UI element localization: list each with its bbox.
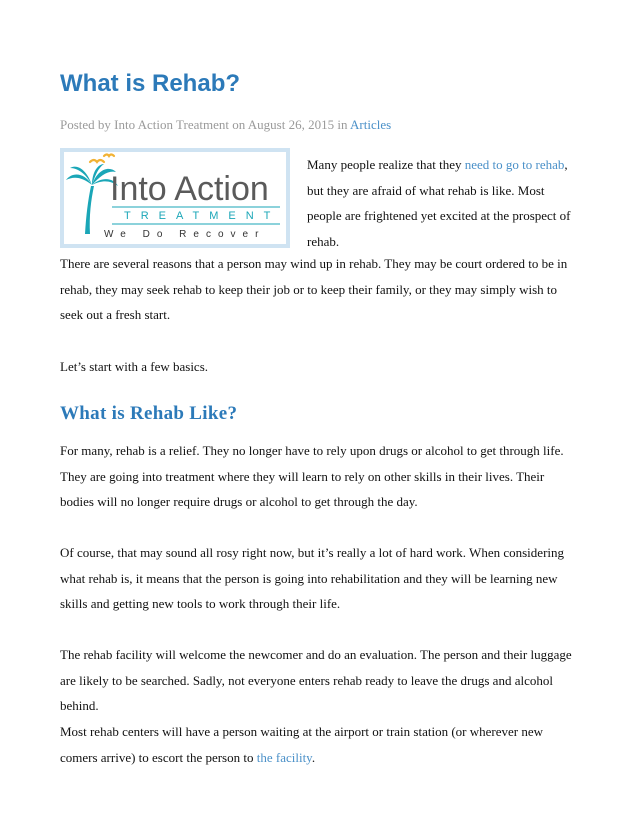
paragraph-relief: For many, rehab is a relief. They no longer have to rely upon drugs or alcohol to get through life. They are going into treatment where they will learn to rely on other skills in their lives. Their bodies will no longer require drugs or alcohol to get through the day.: [60, 443, 564, 509]
logo-line2: TREATMENT: [124, 210, 281, 222]
birds-icon: [90, 155, 114, 163]
page-title: What is Rehab?: [60, 70, 241, 97]
escort-text-start: Most rehab centers will have a person waiting at the airport or train station (or wherever new comers arrive) to escort the person to: [60, 724, 543, 765]
into-action-logo: [60, 148, 290, 248]
post-meta-text: Posted by Into Action Treatment on August 26, 2015 in: [60, 117, 350, 132]
logo-graphic: [64, 152, 286, 244]
paragraph-reasons: There are several reasons that a person may wind up in rehab. They may be court ordered to be in rehab, they may seek rehab to keep their job or to keep their family, or they may simply wish to seek out a fresh start.: [60, 256, 568, 322]
paragraph-facility: The rehab facility will welcome the newcomer and do an evaluation. The person and their luggage are likely to be searched. Sadly, not everyone enters rehab ready to leave the drugs and alcohol behind.: [60, 647, 572, 713]
logo-line1: Into Action: [110, 170, 269, 208]
paragraph-basics: Let’s start with a few basics.: [60, 359, 209, 374]
category-link[interactable]: Articles: [350, 117, 392, 132]
logo-tagline: We Do Recover: [104, 229, 266, 240]
need-rehab-link[interactable]: need to go to rehab: [464, 157, 565, 172]
paragraph-hard-work: Of course, that may sound all rosy right now, but it’s really a lot of hard work. When considering what rehab is, it means that the person is going into rehabilitation and they will be learning new skills and getting new tools to work through their life.: [60, 545, 565, 611]
post-meta: [60, 116, 391, 134]
intro-paragraph: [307, 152, 577, 254]
paragraph-escort: [60, 719, 575, 770]
escort-text-end: .: [311, 749, 316, 765]
intro-text-end: , but they are afraid of what rehab is like. Most people are frightened yet excited at the prospect of rehab.: [307, 157, 571, 249]
intro-text-start: Many people realize that they: [307, 157, 465, 172]
facility-link[interactable]: the facility: [256, 749, 312, 765]
section-heading: What is Rehab Like?: [60, 403, 238, 424]
